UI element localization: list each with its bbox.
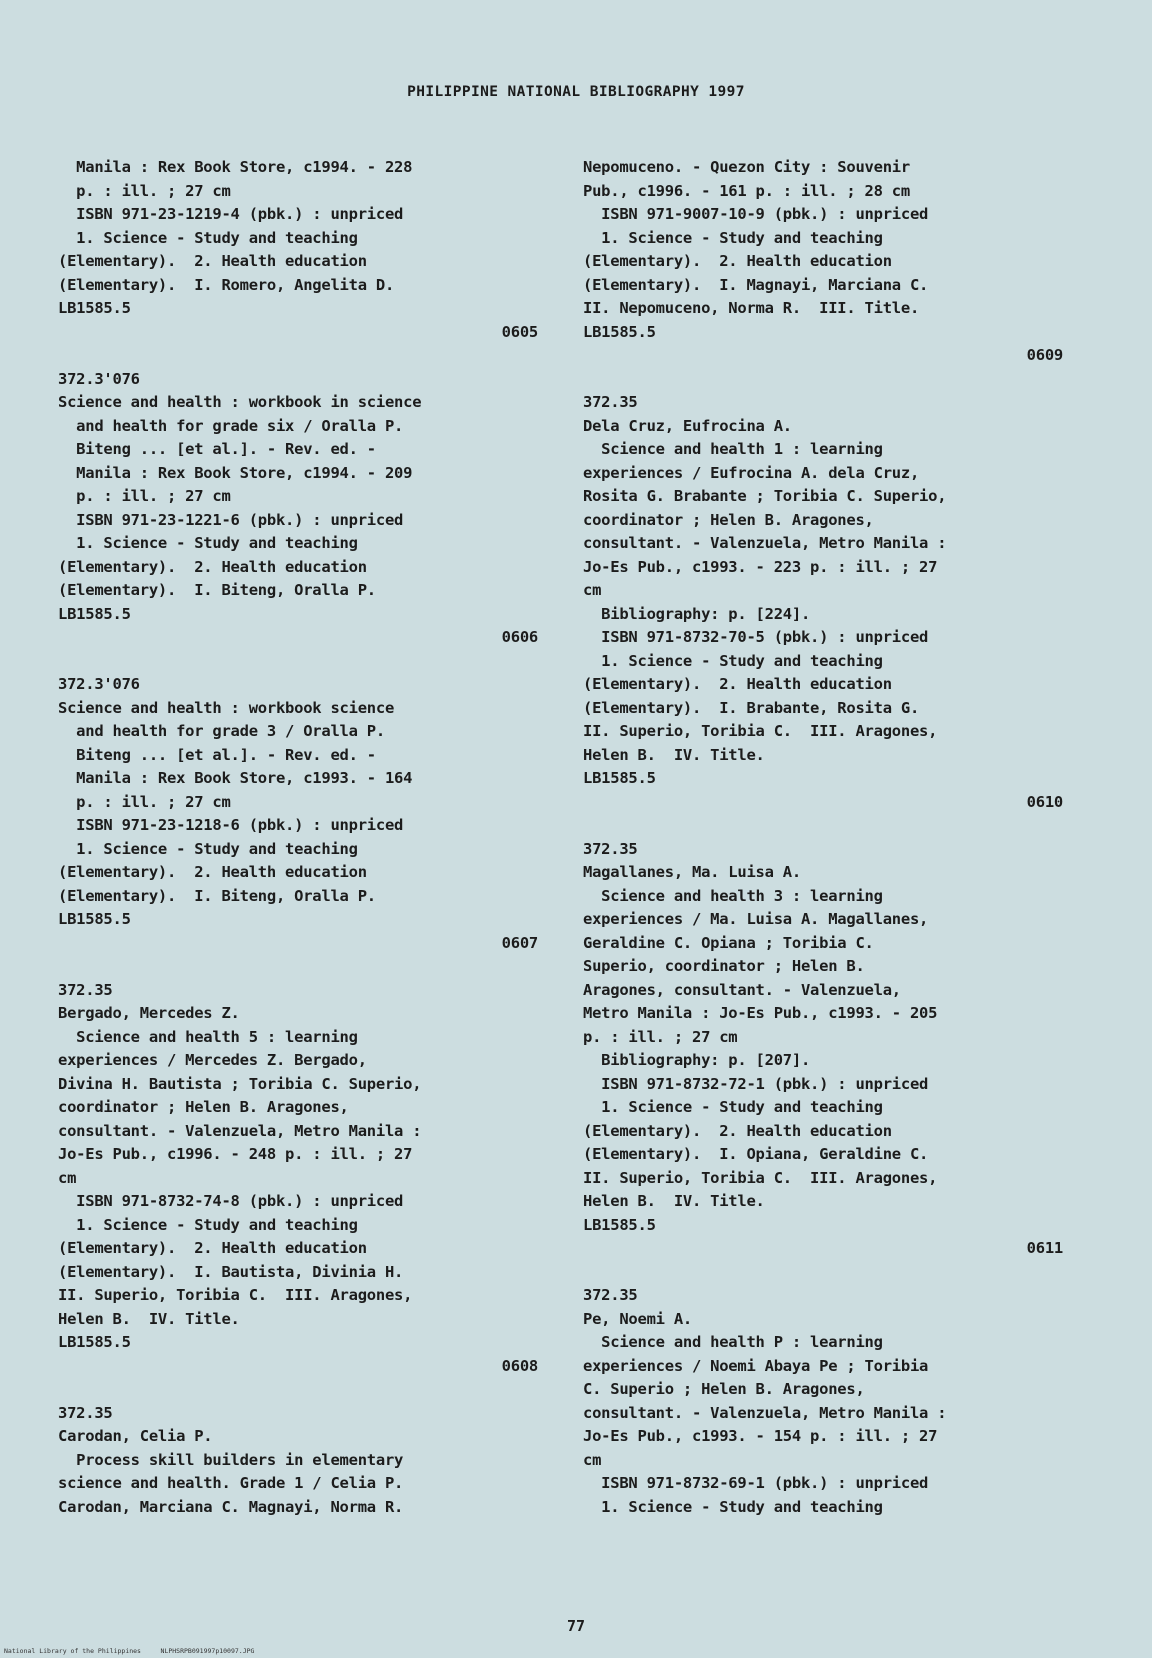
- blank-line: [58, 344, 538, 368]
- entry-line: LB1585.5: [58, 604, 131, 623]
- entry-line: 1. Science - Study and teaching: [583, 228, 883, 247]
- entry-line: 1. Science - Study and teaching: [583, 1497, 883, 1516]
- entry-line: ISBN 971-8732-72-1 (pbk.) : unpriced: [583, 1074, 929, 1093]
- blank-line: [58, 1378, 538, 1402]
- entry-line: Helen B. IV. Title.: [583, 1192, 765, 1210]
- entry-line: Science and health : workbook science: [58, 698, 395, 717]
- entry-line: Manila : Rex Book Store, c1994. - 228: [58, 158, 413, 176]
- entry-line: Dela Cruz, Eufrocina A.: [583, 416, 792, 435]
- blank-line: [583, 368, 1063, 392]
- page-number: 77: [566, 1617, 586, 1635]
- entry-line: experiences / Mercedes Z. Bergado,: [58, 1051, 367, 1069]
- entry-line: cm: [58, 1168, 77, 1187]
- entry-number: 0605: [501, 322, 538, 341]
- entry-line: experiences / Eufrocina A. dela Cruz,: [583, 463, 920, 482]
- entry-line: experiences / Ma. Luisa A. Magallanes,: [583, 910, 929, 928]
- entry-line: II. Superio, Toribia C. III. Aragones,: [583, 722, 938, 740]
- entry-line: II. Superio, Toribia C. III. Aragones,: [58, 1286, 413, 1304]
- entry-line: Divina H. Bautista ; Toribia C. Superio,: [58, 1074, 422, 1093]
- entry-line: p. : ill. ; 27 cm: [58, 181, 231, 200]
- entry-line: Process skill builders in elementary: [58, 1450, 404, 1469]
- entry-line: C. Superio ; Helen B. Aragones,: [583, 1380, 865, 1398]
- blank-line: [58, 650, 538, 674]
- entry-line: LB1585.5: [583, 769, 656, 787]
- entry-line: Science and health : workbook in science: [58, 393, 422, 411]
- entry-line: 1. Science - Study and teaching: [58, 1215, 358, 1234]
- right-column: [583, 156, 1063, 1519]
- entry-line: experiences / Noemi Abaya Pe ; Toribia: [583, 1356, 929, 1375]
- left-column: [58, 156, 538, 1519]
- entry-line: (Elementary). 2. Health education: [583, 252, 892, 270]
- entry-line: science and health. Grade 1 / Celia P.: [58, 1474, 404, 1492]
- entry-line: Nepomuceno. - Quezon City : Souvenir: [583, 158, 910, 176]
- entry-line: ISBN 971-9007-10-9 (pbk.) : unpriced: [583, 205, 929, 223]
- entry-line: (Elementary). 2. Health education: [58, 1239, 367, 1257]
- entry-line: ISBN 971-23-1219-4 (pbk.) : unpriced: [58, 205, 404, 223]
- entry-line: 372.35: [58, 1403, 113, 1422]
- entry-line: Rosita G. Brabante ; Toribia C. Superio,: [583, 487, 947, 505]
- entry-line: (Elementary). I. Biteng, Oralla P.: [58, 581, 376, 599]
- entry-line: Biteng ... [et al.]. - Rev. ed. -: [58, 745, 376, 764]
- entry-line: coordinator ; Helen B. Aragones,: [583, 510, 874, 529]
- entry-line: Bibliography: p. [224].: [583, 604, 811, 623]
- entry-line: Science and health 3 : learning: [583, 886, 883, 905]
- entry-line: 1. Science - Study and teaching: [583, 1098, 883, 1116]
- entry-line: p. : ill. ; 27 cm: [583, 1027, 738, 1046]
- entry-line: Science and health 1 : learning: [583, 440, 883, 458]
- entry-number: 0610: [1026, 792, 1063, 811]
- entry-line: (Elementary). 2. Health education: [58, 863, 367, 881]
- entry-line: 372.35: [58, 980, 113, 999]
- entry-line: Carodan, Marciana C. Magnayi, Norma R.: [58, 1497, 404, 1516]
- entry-line: 1. Science - Study and teaching: [58, 534, 358, 552]
- entry-line: (Elementary). 2. Health education: [583, 675, 892, 693]
- entry-line: ISBN 971-23-1218-6 (pbk.) : unpriced: [58, 816, 404, 834]
- entry-line: Helen B. IV. Title.: [58, 1309, 240, 1328]
- entry-line: 372.3'076: [58, 675, 140, 693]
- entry-line: LB1585.5: [58, 299, 131, 317]
- entry-line: cm: [583, 1450, 602, 1469]
- entry-number: 0606: [501, 628, 538, 646]
- entry-line: Aragones, consultant. - Valenzuela,: [583, 980, 901, 999]
- entry-line: ISBN 971-8732-74-8 (pbk.) : unpriced: [58, 1192, 404, 1210]
- entry-line: Biteng ... [et al.]. - Rev. ed. -: [58, 440, 376, 458]
- entry-line: ISBN 971-8732-69-1 (pbk.) : unpriced: [583, 1474, 929, 1492]
- entry-line: Bergado, Mercedes Z.: [58, 1004, 240, 1022]
- entry-line: consultant. - Valenzuela, Metro Manila :: [583, 1403, 947, 1422]
- page-title: PHILIPPINE NATIONAL BIBLIOGRAPHY 1997: [407, 84, 745, 100]
- entry-number: 0607: [501, 933, 538, 952]
- entry-line: Magallanes, Ma. Luisa A.: [583, 863, 801, 881]
- entry-line: II. Superio, Toribia C. III. Aragones,: [583, 1168, 938, 1187]
- entry-line: Manila : Rex Book Store, c1993. - 164: [58, 769, 413, 787]
- entry-line: (Elementary). 2. Health education: [58, 252, 367, 270]
- entry-line: p. : ill. ; 27 cm: [58, 792, 231, 811]
- entry-line: (Elementary). I. Opiana, Geraldine C.: [583, 1145, 929, 1163]
- entry-number: 0608: [501, 1356, 538, 1375]
- entry-line: Jo-Es Pub., c1993. - 154 p. : ill. ; 27: [583, 1427, 938, 1445]
- entry-line: ISBN 971-23-1221-6 (pbk.) : unpriced: [58, 510, 404, 529]
- entry-line: (Elementary). 2. Health education: [58, 557, 367, 576]
- entry-line: (Elementary). I. Romero, Angelita D.: [58, 275, 395, 294]
- entry-line: Pub., c1996. - 161 p. : ill. ; 28 cm: [583, 181, 910, 200]
- entry-line: LB1585.5: [583, 1215, 656, 1234]
- entry-line: (Elementary). I. Magnayi, Marciana C.: [583, 275, 929, 294]
- entry-line: and health for grade six / Oralla P.: [58, 416, 404, 435]
- blank-line: [583, 814, 1063, 838]
- entry-line: Superio, coordinator ; Helen B.: [583, 957, 865, 975]
- entry-line: ISBN 971-8732-70-5 (pbk.) : unpriced: [583, 628, 929, 646]
- blank-line: [58, 955, 538, 979]
- entry-line: p. : ill. ; 27 cm: [58, 487, 231, 505]
- entry-line: (Elementary). I. Brabante, Rosita G.: [583, 698, 920, 717]
- entry-line: consultant. - Valenzuela, Metro Manila :: [58, 1121, 422, 1140]
- entry-line: Manila : Rex Book Store, c1994. - 209: [58, 463, 413, 482]
- entry-line: 1. Science - Study and teaching: [58, 228, 358, 247]
- entry-line: Science and health 5 : learning: [58, 1027, 358, 1046]
- entry-line: cm: [583, 581, 602, 599]
- entry-line: 372.35: [583, 1286, 638, 1304]
- entry-line: and health for grade 3 / Oralla P.: [58, 722, 385, 740]
- entry-line: Carodan, Celia P.: [58, 1427, 213, 1445]
- entry-line: consultant. - Valenzuela, Metro Manila :: [583, 534, 947, 552]
- entry-line: 372.35: [583, 839, 638, 858]
- entry-line: 372.3'076: [58, 369, 140, 388]
- entry-line: Pe, Noemi A.: [583, 1309, 692, 1328]
- footer-credit: National Library of the Philippines NLPHSRPB091997p10097.JPG: [4, 1647, 255, 1655]
- entry-line: Jo-Es Pub., c1993. - 223 p. : ill. ; 27: [583, 557, 938, 576]
- entry-line: 1. Science - Study and teaching: [58, 839, 358, 858]
- entry-line: (Elementary). 2. Health education: [583, 1121, 892, 1140]
- entry-line: II. Nepomuceno, Norma R. III. Title.: [583, 299, 920, 317]
- entry-line: Science and health P : learning: [583, 1333, 883, 1351]
- entry-line: LB1585.5: [58, 910, 131, 928]
- entry-line: Helen B. IV. Title.: [583, 745, 765, 764]
- entry-line: 1. Science - Study and teaching: [583, 651, 883, 670]
- entry-number: 0609: [1026, 346, 1063, 364]
- entry-line: LB1585.5: [58, 1333, 131, 1351]
- entry-line: (Elementary). I. Bautista, Divinia H.: [58, 1262, 404, 1281]
- entry-line: Jo-Es Pub., c1996. - 248 p. : ill. ; 27: [58, 1145, 413, 1163]
- entry-number: 0611: [1026, 1239, 1063, 1257]
- blank-line: [583, 1261, 1063, 1285]
- entry-line: LB1585.5: [583, 322, 656, 341]
- entry-line: Geraldine C. Opiana ; Toribia C.: [583, 933, 874, 952]
- entry-line: (Elementary). I. Biteng, Oralla P.: [58, 886, 376, 905]
- entry-line: 372.35: [583, 393, 638, 411]
- entry-line: coordinator ; Helen B. Aragones,: [58, 1098, 349, 1116]
- entry-line: Metro Manila : Jo-Es Pub., c1993. - 205: [583, 1004, 938, 1022]
- entry-line: Bibliography: p. [207].: [583, 1051, 811, 1069]
